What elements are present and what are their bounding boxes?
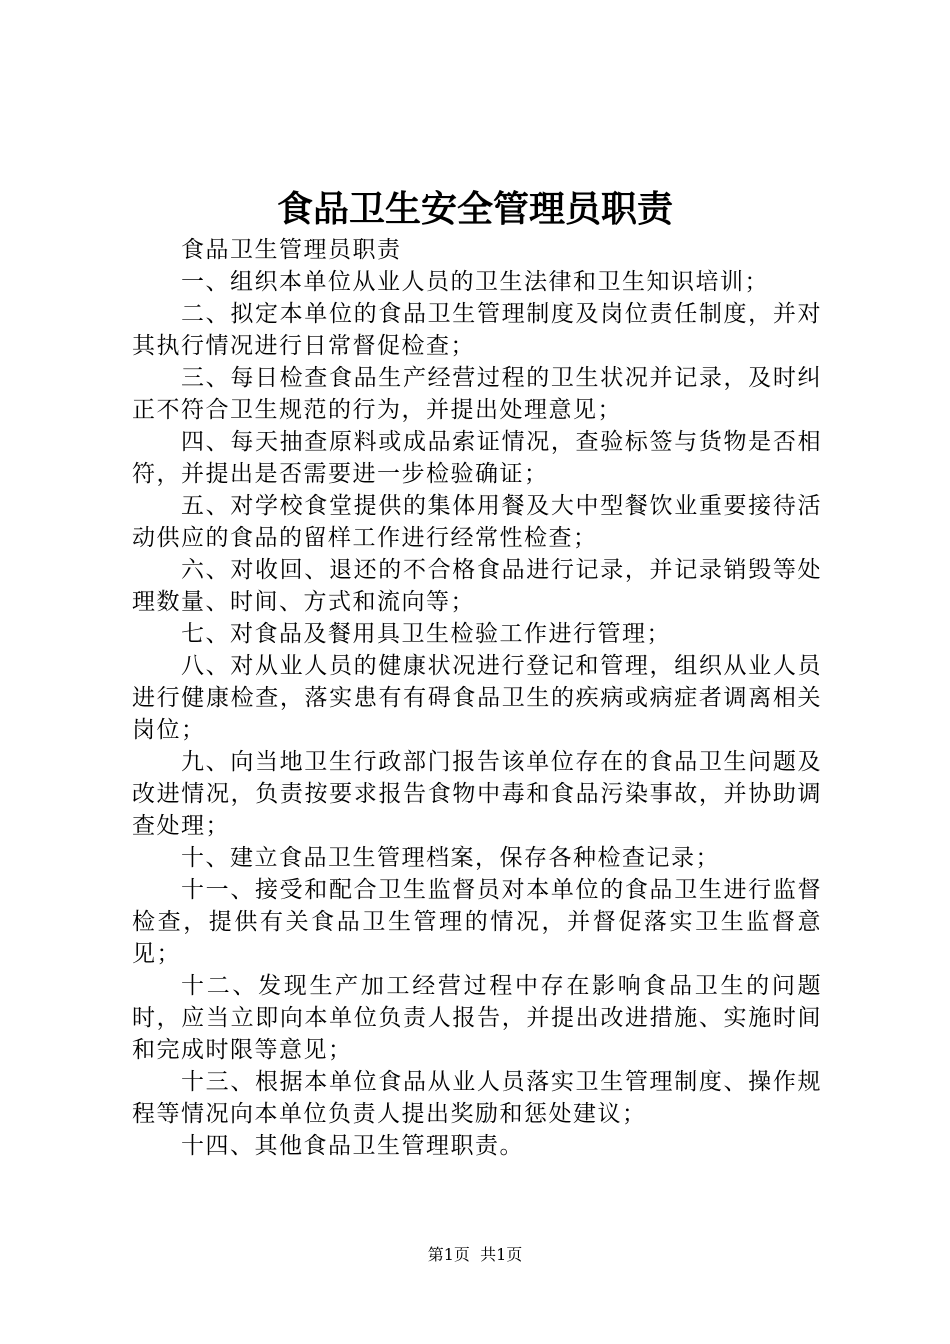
paragraph-item-10: 十、建立食品卫生管理档案，保存各种检查记录； — [181, 845, 720, 871]
paragraph-item-7: 七、对食品及餐用具卫生检验工作进行管理； — [181, 621, 671, 647]
page-title: 食品卫生安全管理员职责 — [276, 188, 673, 230]
paragraph-item-5: 五、对学校食堂提供的集体用餐及大中型餐饮业重要接待活动供应的食品的留样工作进行经常性检查； — [132, 493, 822, 551]
paragraph-heading: 食品卫生管理员职责 — [181, 237, 402, 263]
paragraph-item-11: 十一、接受和配合卫生监督员对本单位的食品卫生进行监督检查，提供有关食品卫生管理的情况，并督促落实卫生监督意见； — [132, 877, 822, 967]
paragraph-item-4: 四、每天抽查原料或成品索证情况，查验标签与货物是否相符，并提出是否需要进一步检验确证； — [132, 429, 822, 487]
paragraph-item-2: 二、拟定本单位的食品卫生管理制度及岗位责任制度，并对其执行情况进行日常督促检查； — [132, 301, 822, 359]
paragraph-item-6: 六、对收回、退还的不合格食品进行记录，并记录销毁等处理数量、时间、方式和流向等； — [132, 557, 822, 615]
paragraph-item-13: 十三、根据本单位食品从业人员落实卫生管理制度、操作规程等情况向本单位负责人提出奖励和惩处建议； — [132, 1069, 822, 1127]
document-body — [132, 234, 822, 1162]
paragraph-item-8: 八、对从业人员的健康状况进行登记和管理，组织从业人员进行健康检查，落实患有有碍食品卫生的疾病或病症者调离相关岗位； — [132, 653, 822, 743]
paragraph-item-12: 十二、发现生产加工经营过程中存在影响食品卫生的问题时，应当立即向本单位负责人报告，并提出改进措施、实施时间和完成时限等意见； — [132, 973, 822, 1063]
paragraph-item-14: 十四、其他食品卫生管理职责。 — [181, 1133, 524, 1159]
paragraph-item-1: 一、组织本单位从业人员的卫生法律和卫生知识培训； — [181, 269, 769, 295]
paragraph-item-9: 九、向当地卫生行政部门报告该单位存在的食品卫生问题及改进情况，负责按要求报告食物中毒和食品污染事故，并协助调查处理； — [132, 749, 822, 839]
page-number-footer: 第1页 共1页 — [427, 1245, 523, 1264]
paragraph-item-3: 三、每日检查食品生产经营过程的卫生状况并记录，及时纠正不符合卫生规范的行为，并提出处理意见； — [132, 365, 822, 423]
